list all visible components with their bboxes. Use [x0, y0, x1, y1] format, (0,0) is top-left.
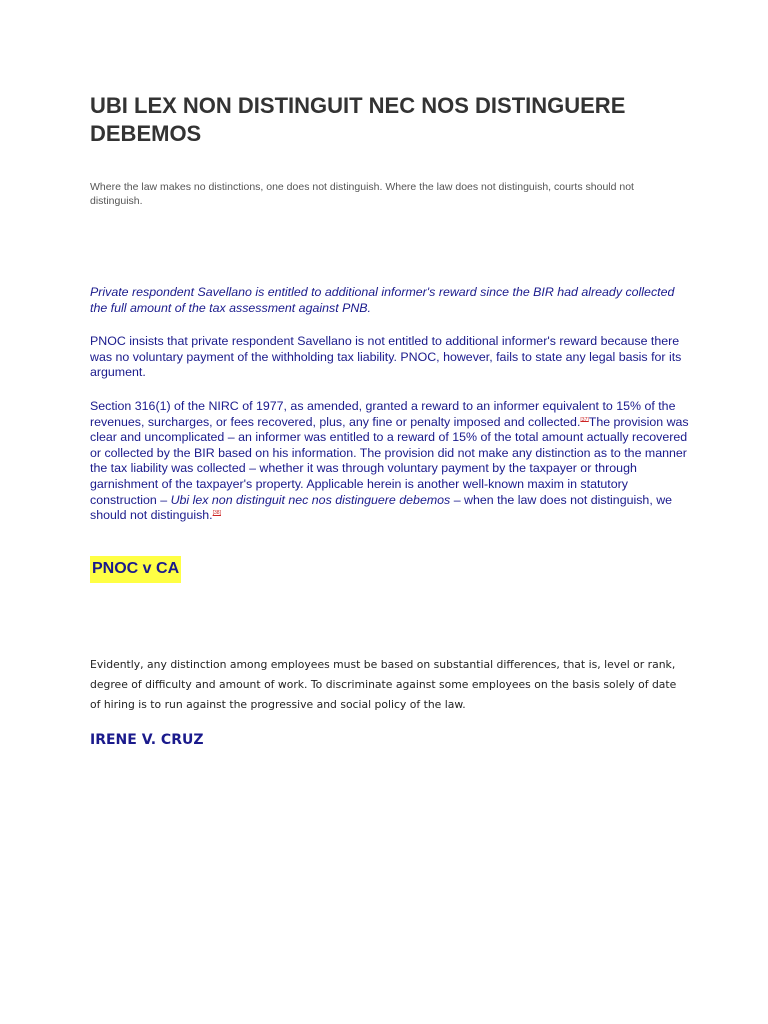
- case-heading-irene-v-cruz: IRENE V. CRUZ: [90, 732, 204, 748]
- footnote-link-38[interactable]: [38]: [212, 510, 221, 517]
- section-316-paragraph: [90, 399, 690, 524]
- section-316-text-b: The provision was clear and uncomplicated – an informer was entitled to a reward of 15% of the total amount actually recovered or collected by the BIR based on his information. The provision did not make any distinction as to the manner the tax liability was collected – whether it was through voluntary payment by the taxpayer or through garnishment of the taxpayer's property. Applicable herein is another well-known maxim in statutory construction –: [90, 414, 689, 507]
- ruling-summary: Private respondent Savellano is entitled to additional informer's reward since the BIR had already collected the full amount of the tax assessment against PNB.: [90, 285, 675, 315]
- footnote-link-37[interactable]: [37]: [580, 416, 589, 423]
- case-heading-pnoc-v-ca: PNOC v CA: [90, 556, 181, 583]
- pnoc-argument-paragraph: PNOC insists that private respondent Savellano is not entitled to additional informer's reward because there was no voluntary payment of the withholding tax liability. PNOC, however, fails to state any legal basis for its argument.: [90, 334, 682, 380]
- page-title: UBI LEX NON DISTINGUIT NEC NOS DISTINGUERE DEBEMOS: [90, 93, 626, 146]
- section-316-text-c: – when the law does not distinguish, we should not distinguish.: [90, 492, 673, 523]
- intro-paragraph: Where the law makes no distinctions, one does not distinguish. Where the law does not distinguish, courts should not distinguish.: [90, 181, 634, 207]
- maxim-text: Ubi lex non distinguit nec nos distinguere debemos: [170, 492, 451, 507]
- employee-distinction-paragraph: Evidently, any distinction among employees must be based on substantial differences, that is, level or rank, degree of difficulty and amount of work. To discriminate against some employees on the basis solely of date of hiring is to run against the progressive and social policy of the law.: [90, 658, 677, 711]
- section-316-text-a: Section 316(1) of the NIRC of 1977, as amended, granted a reward to an informer equivalent to 15% of the revenues, surcharges, or fees recovered, plus, any fine or penalty imposed and collected.: [90, 399, 676, 429]
